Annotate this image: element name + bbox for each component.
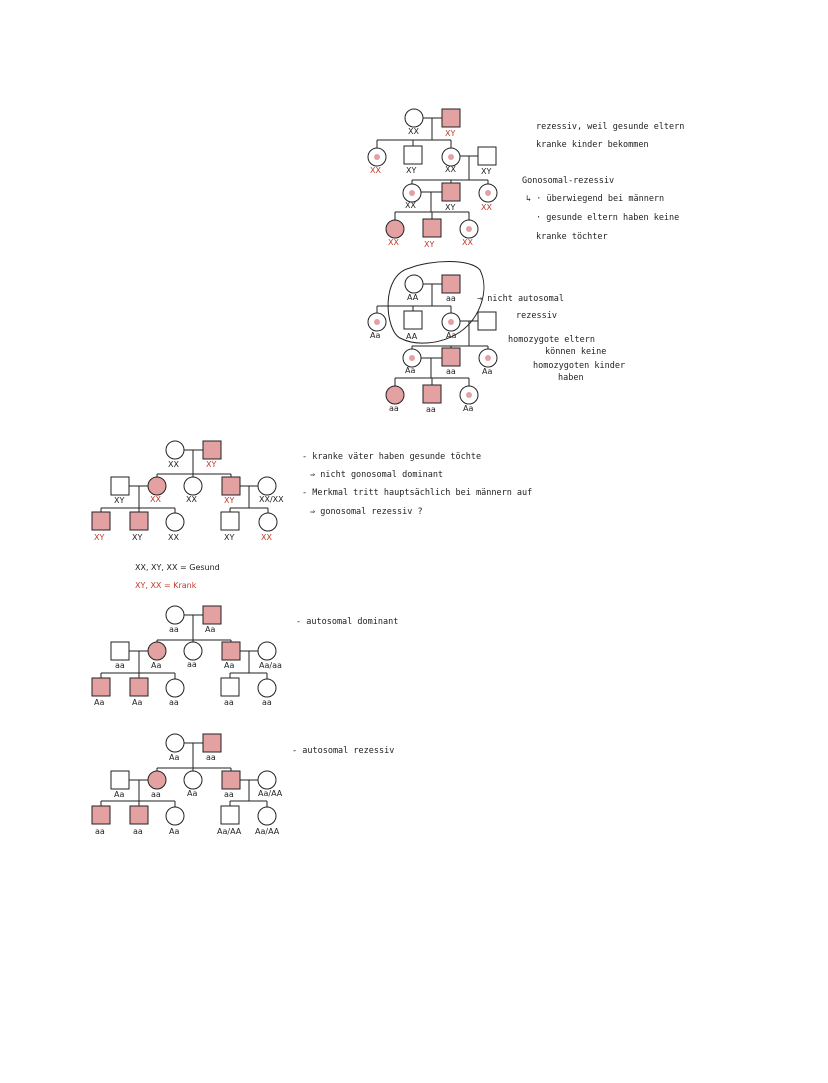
male-affected-symbol: [222, 771, 240, 789]
note-line: können keine: [545, 347, 607, 357]
male-unaffected-symbol: [111, 477, 129, 495]
female-unaffected-symbol: [166, 807, 184, 825]
note-heading: Gonosomal-rezessiv: [522, 176, 615, 186]
genotype-label: aa: [262, 698, 272, 707]
carrier-dot-icon: [448, 319, 454, 325]
carrier-dot-icon: [466, 392, 472, 398]
carrier-dot-icon: [409, 190, 415, 196]
pedigree-tree-5: [92, 734, 394, 836]
carrier-dot-icon: [374, 154, 380, 160]
male-affected-symbol: [222, 642, 240, 660]
pedigree-tree-3: [92, 441, 532, 590]
genotype-label: Aa: [370, 331, 381, 340]
note-line: rezessiv: [516, 311, 557, 321]
male-affected-symbol: [130, 678, 148, 696]
genotype-label: AA: [407, 293, 419, 302]
genotype-label: aa: [95, 827, 105, 836]
female-unaffected-symbol: [258, 679, 276, 697]
male-unaffected-symbol: [111, 771, 129, 789]
genotype-label: aa: [169, 698, 179, 707]
genotype-label: XX: [405, 201, 416, 210]
female-unaffected-symbol: [184, 771, 202, 789]
female-unaffected-symbol: [166, 734, 184, 752]
pedigree-tree-1: [368, 109, 684, 249]
genotype-label: aa: [426, 405, 436, 414]
legend-healthy: XX, XY, XX = Gesund: [135, 563, 220, 572]
genotype-label: XY: [206, 460, 217, 469]
female-unaffected-symbol: [166, 513, 184, 531]
genotype-label: XY: [94, 533, 105, 542]
genotype-label: XY: [445, 203, 456, 212]
genotype-label: aa: [446, 367, 456, 376]
carrier-dot-icon: [485, 355, 491, 361]
note-line: - autosomal dominant: [296, 617, 399, 627]
male-affected-symbol: [130, 512, 148, 530]
male-unaffected-symbol: [221, 806, 239, 824]
female-unaffected-symbol: [258, 642, 276, 660]
note-line: - kranke väter haben gesunde töchte: [302, 452, 482, 462]
genotype-label: XX: [408, 127, 419, 136]
circled-parents-annotation: [388, 262, 484, 344]
genotype-label: Aa: [446, 331, 457, 340]
note-line: - autosomal rezessiv: [292, 746, 395, 756]
carrier-dot-icon: [485, 190, 491, 196]
genotype-label: aa: [224, 698, 234, 707]
male-affected-symbol: [442, 183, 460, 201]
genotype-label: aa: [151, 790, 161, 799]
genotype-label: Aa: [132, 698, 143, 707]
note-line: kranke töchter: [536, 232, 608, 242]
genotype-label: Aa: [169, 827, 180, 836]
genotype-label: XX: [370, 166, 381, 175]
genotype-label: XY: [481, 167, 492, 176]
genotype-label: aa: [389, 404, 399, 413]
genotype-label: aa: [115, 661, 125, 670]
genotype-label: aa: [169, 625, 179, 634]
genotype-label: XY: [114, 496, 125, 505]
female-affected-symbol: [148, 642, 166, 660]
female-unaffected-symbol: [166, 606, 184, 624]
note-line: → nicht autosomal: [477, 294, 564, 304]
genotype-label: aa: [446, 294, 456, 303]
male-unaffected-symbol: [404, 146, 422, 164]
genotype-label: XX: [481, 203, 492, 212]
female-unaffected-symbol: [166, 441, 184, 459]
female-affected-symbol: [148, 477, 166, 495]
genotype-label: Aa/AA: [258, 789, 283, 798]
male-unaffected-symbol: [221, 678, 239, 696]
genotype-label: XX: [168, 460, 179, 469]
male-affected-symbol: [203, 606, 221, 624]
genotype-label: XX: [462, 238, 473, 247]
note-line: ⇒ gonosomal rezessiv ?: [310, 507, 423, 517]
female-affected-symbol: [386, 386, 404, 404]
male-affected-symbol: [92, 512, 110, 530]
genotype-label: Aa: [205, 625, 216, 634]
genotype-label: Aa: [224, 661, 235, 670]
genotype-label: Aa: [482, 367, 493, 376]
note-line: kranke kinder bekommen: [536, 140, 649, 150]
male-affected-symbol: [222, 477, 240, 495]
note-line: ↳ · überwiegend bei männern: [526, 194, 665, 204]
genotype-label: aa: [187, 660, 197, 669]
genotype-label: AA: [406, 332, 418, 341]
genotype-label: Aa/aa: [259, 661, 282, 670]
note-line: - Merkmal tritt hauptsächlich bei männern auf: [302, 488, 533, 498]
pedigree-tree-2: [368, 262, 625, 415]
male-unaffected-symbol: [478, 312, 496, 330]
genotype-label: Aa: [114, 790, 125, 799]
note-line: ⇒ nicht gonosomal dominant: [310, 470, 444, 480]
male-unaffected-symbol: [221, 512, 239, 530]
note-line: homozygoten kinder: [533, 361, 626, 371]
genotype-label: Aa: [463, 404, 474, 413]
genotype-label: XY: [224, 533, 235, 542]
note-line: haben: [558, 373, 584, 383]
carrier-dot-icon: [448, 154, 454, 160]
female-unaffected-symbol: [259, 513, 277, 531]
legend-sick: XY, XX = Krank: [135, 581, 197, 590]
female-unaffected-symbol: [184, 477, 202, 495]
male-affected-symbol: [423, 385, 441, 403]
male-affected-symbol: [423, 219, 441, 237]
carrier-dot-icon: [374, 319, 380, 325]
male-affected-symbol: [130, 806, 148, 824]
genotype-label: Aa: [94, 698, 105, 707]
genotype-label: XX: [150, 495, 161, 504]
female-unaffected-symbol: [258, 477, 276, 495]
male-affected-symbol: [92, 678, 110, 696]
female-affected-symbol: [148, 771, 166, 789]
female-unaffected-symbol: [184, 642, 202, 660]
carrier-dot-icon: [409, 355, 415, 361]
genotype-label: aa: [206, 753, 216, 762]
genotype-label: Aa: [187, 789, 198, 798]
female-unaffected-symbol: [258, 807, 276, 825]
genotype-label: Aa: [151, 661, 162, 670]
male-unaffected-symbol: [111, 642, 129, 660]
note-line: · gesunde eltern haben keine: [536, 213, 680, 223]
note-line: rezessiv, weil gesunde eltern: [536, 122, 685, 132]
carrier-dot-icon: [466, 226, 472, 232]
genotype-label: Aa: [169, 753, 180, 762]
genotype-label: XY: [406, 166, 417, 175]
female-affected-symbol: [386, 220, 404, 238]
genotype-label: XX: [388, 238, 399, 247]
genotype-label: XX/XX: [259, 495, 284, 504]
note-line: homozygote eltern: [508, 335, 595, 345]
female-unaffected-symbol: [166, 679, 184, 697]
genotype-label: Aa: [405, 366, 416, 375]
male-affected-symbol: [442, 275, 460, 293]
genotype-label: aa: [224, 790, 234, 799]
genotype-label: XY: [424, 240, 435, 249]
male-unaffected-symbol: [478, 147, 496, 165]
genotype-label: XY: [132, 533, 143, 542]
female-unaffected-symbol: [405, 109, 423, 127]
female-unaffected-symbol: [258, 771, 276, 789]
male-unaffected-symbol: [404, 311, 422, 329]
male-affected-symbol: [203, 441, 221, 459]
genotype-label: XY: [224, 496, 235, 505]
male-affected-symbol: [92, 806, 110, 824]
male-affected-symbol: [442, 109, 460, 127]
genotype-label: XX: [168, 533, 179, 542]
female-unaffected-symbol: [405, 275, 423, 293]
genotype-label: XX: [445, 165, 456, 174]
genotype-label: XY: [445, 129, 456, 138]
pedigree-tree-4: [92, 606, 398, 707]
genotype-label: XX: [261, 533, 272, 542]
genotype-label: Aa/AA: [217, 827, 242, 836]
genotype-label: Aa/AA: [255, 827, 280, 836]
male-affected-symbol: [442, 348, 460, 366]
genotype-label: aa: [133, 827, 143, 836]
genotype-label: XX: [186, 495, 197, 504]
male-affected-symbol: [203, 734, 221, 752]
